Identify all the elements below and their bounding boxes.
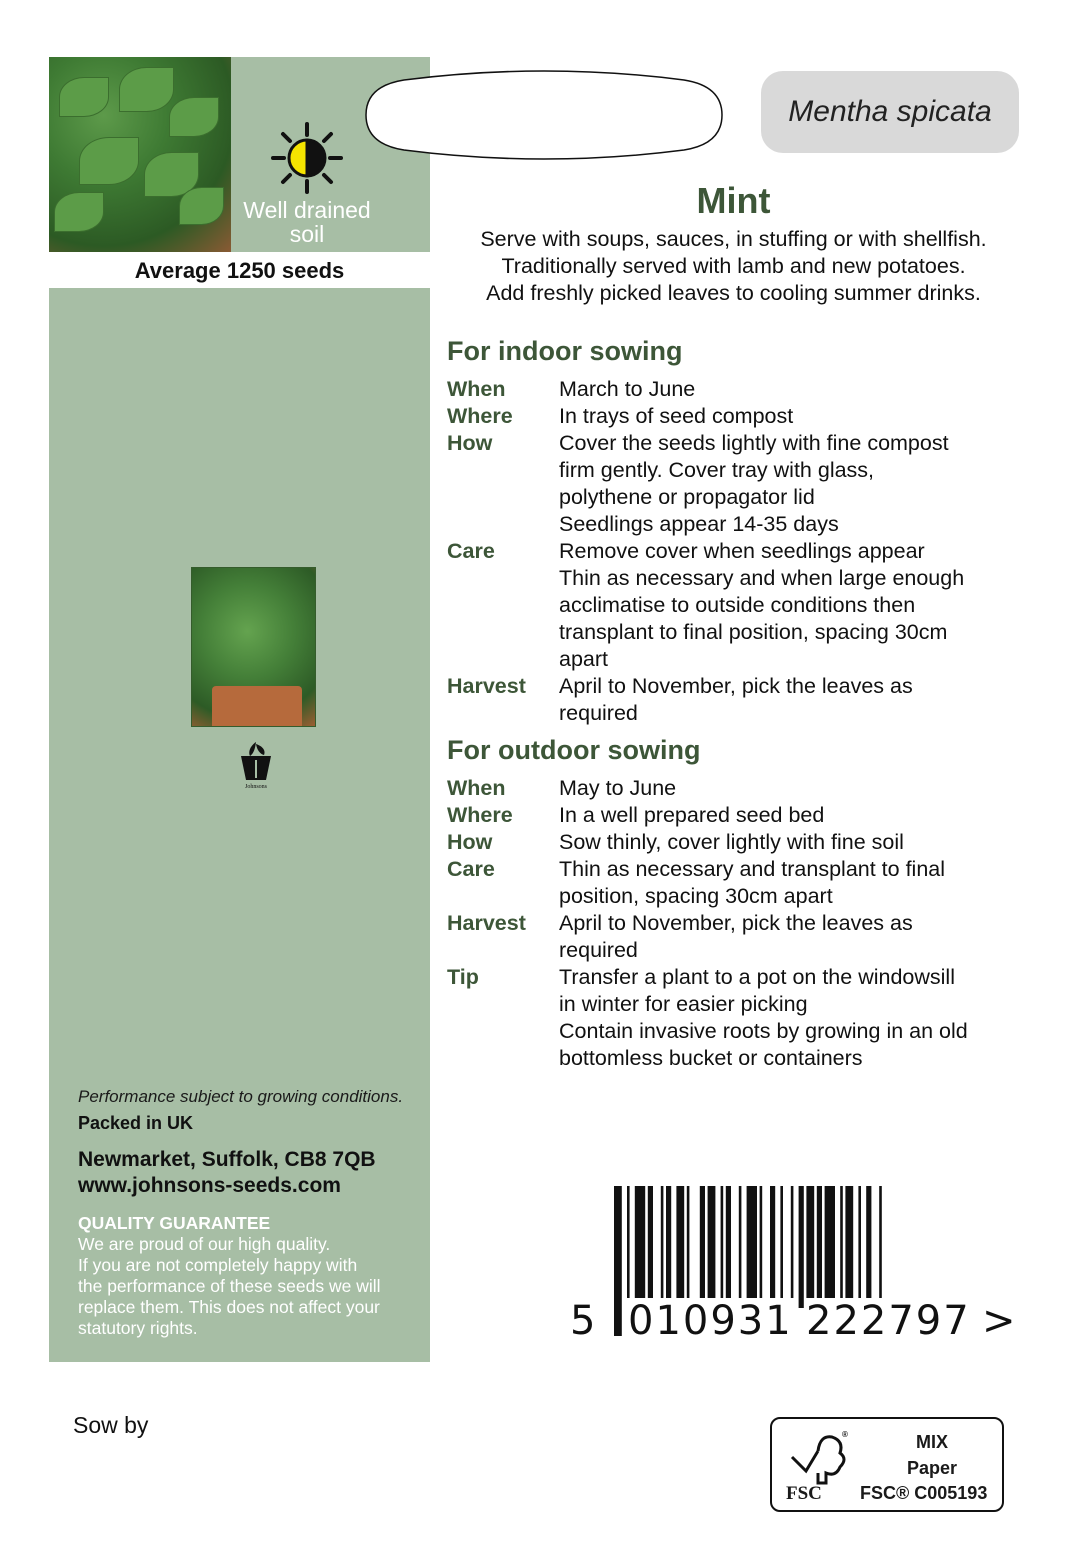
row-value: Transfer a plant to a pot on the windowsill in winter for easier picking Contain invasive roots by growing in an old bottomless bucket or containers [559, 965, 968, 1070]
fsc-mix: MIX [915, 1432, 948, 1452]
fsc-paper: Paper [906, 1458, 958, 1478]
row-value: Sow thinly, cover lightly with fine soil [559, 830, 904, 854]
fsc-code: FSC® C005193 [860, 1483, 988, 1503]
barcode-bar [700, 1186, 705, 1308]
row-value: In trays of seed compost [559, 404, 794, 428]
barcode-bar [687, 1186, 690, 1308]
barcode-bar [760, 1186, 763, 1308]
barcode-bar [791, 1186, 794, 1308]
soil-label: Well drained soil [243, 197, 371, 247]
row-key: How [447, 431, 493, 455]
outdoor-row-harvest [447, 910, 1047, 964]
logo-text: Johnsons [244, 784, 268, 790]
fsc-tree-icon [784, 1427, 848, 1489]
barcode-bar [799, 1186, 804, 1308]
barcode-bar [840, 1186, 843, 1308]
barcode-bar [676, 1186, 684, 1308]
outdoor-row-when [447, 775, 1047, 802]
row-value: April to November, pick the leaves as required [559, 674, 913, 725]
indoor-heading: For indoor sowing [447, 336, 683, 366]
outdoor-heading: For outdoor sowing [447, 735, 701, 765]
fsc-badge [770, 1417, 1004, 1512]
row-value: Remove cover when seedlings appear Thin as necessary and when large enough acclimatise to outside conditions then transplant to final position, spacing 30cm apart [559, 539, 965, 671]
barcode-bar [770, 1186, 775, 1308]
intro-line: Serve with soups, sauces, in stuffing or with shellfish. [480, 227, 987, 251]
barcode-bar [666, 1186, 671, 1308]
indoor-instructions [447, 376, 1047, 727]
barcode-first-digit: 5 [570, 1298, 598, 1344]
barcode-digits [568, 1298, 1018, 1348]
indoor-row-when [447, 376, 1047, 403]
barcode-bar [780, 1186, 783, 1308]
barcode-bar [817, 1186, 822, 1308]
barcode-right-digits: 222797 [806, 1298, 971, 1344]
guarantee-line: We are proud of our high quality. [78, 1234, 331, 1254]
johnsons-logo-icon [238, 740, 274, 790]
blank-name-tag [364, 68, 724, 162]
indoor-row-care [447, 538, 1047, 673]
row-value: Cover the seeds lightly with fine compost firm gently. Cover tray with glass, polythene or propagator lid Seedlings appear 14-35 days [559, 431, 949, 536]
barcode-bar [858, 1186, 861, 1308]
outdoor-row-where [447, 802, 1047, 829]
barcode-bar [708, 1186, 716, 1308]
barcode-bar [648, 1186, 653, 1308]
row-key: Care [447, 857, 495, 881]
quality-guarantee [78, 1213, 423, 1339]
barcode-bar [845, 1186, 853, 1308]
guarantee-heading: QUALITY GUARANTEE [78, 1213, 271, 1233]
fsc-word: FSC [786, 1483, 822, 1504]
row-key: Harvest [447, 911, 526, 935]
indoor-row-how [447, 430, 1047, 538]
outdoor-instructions [447, 775, 1047, 1072]
guarantee-line: statutory rights. [78, 1318, 198, 1338]
barcode-bar [825, 1186, 835, 1308]
product-title: Mint [696, 180, 771, 221]
indoor-row-where [447, 403, 1047, 430]
row-value: May to June [559, 776, 677, 800]
intro-line: Add freshly picked leaves to cooling summer drinks. [486, 281, 981, 305]
row-key: Tip [447, 965, 479, 989]
website: www.johnsons-seeds.com [78, 1174, 341, 1197]
outdoor-row-tip [447, 964, 1047, 1072]
performance-note: Performance subject to growing conditions. [78, 1087, 404, 1106]
intro-line: Traditionally served with lamb and new potatoes. [501, 254, 966, 278]
row-key: When [447, 377, 506, 401]
row-key: When [447, 776, 506, 800]
barcode-bar [739, 1186, 742, 1308]
packed-note: Packed in UK [78, 1113, 194, 1133]
row-value: April to November, pick the leaves as required [559, 911, 913, 962]
latin-name: Mentha spicata [761, 71, 1019, 153]
intro-text [440, 226, 1027, 307]
seed-count: Average 1250 seeds [49, 252, 430, 288]
partial-sun-icon [271, 122, 343, 194]
row-key: Where [447, 803, 513, 827]
barcode-bar [661, 1186, 664, 1308]
outdoor-row-how [447, 829, 1047, 856]
sow-by-label: Sow by [73, 1412, 149, 1438]
address-block [78, 1147, 376, 1199]
mint-photo [49, 57, 231, 252]
barcode-bar [721, 1186, 724, 1308]
barcode-bar [726, 1186, 731, 1308]
barcode-arrow: > [982, 1298, 1018, 1344]
barcode-bar [635, 1186, 645, 1308]
barcode-left-digits: 010931 [628, 1298, 793, 1344]
row-value: March to June [559, 377, 696, 401]
barcode-bar [806, 1186, 814, 1308]
row-key: Care [447, 539, 495, 563]
outdoor-row-care [447, 856, 1047, 910]
fsc-mix-text [868, 1429, 996, 1481]
row-key: Harvest [447, 674, 526, 698]
indoor-row-harvest [447, 673, 1047, 727]
row-value: Thin as necessary and transplant to final position, spacing 30cm apart [559, 857, 946, 908]
guarantee-line: replace them. This does not affect your [78, 1297, 380, 1317]
mint-thumbnail [191, 567, 316, 727]
address: Newmarket, Suffolk, CB8 7QB [78, 1148, 376, 1171]
row-key: Where [447, 404, 513, 428]
row-value: In a well prepared seed bed [559, 803, 825, 827]
guarantee-line: the performance of these seeds we will [78, 1276, 381, 1296]
guarantee-line: If you are not completely happy with [78, 1255, 358, 1275]
barcode-bar [866, 1186, 871, 1308]
row-key: How [447, 830, 493, 854]
svg-text:®: ® [842, 1430, 848, 1439]
